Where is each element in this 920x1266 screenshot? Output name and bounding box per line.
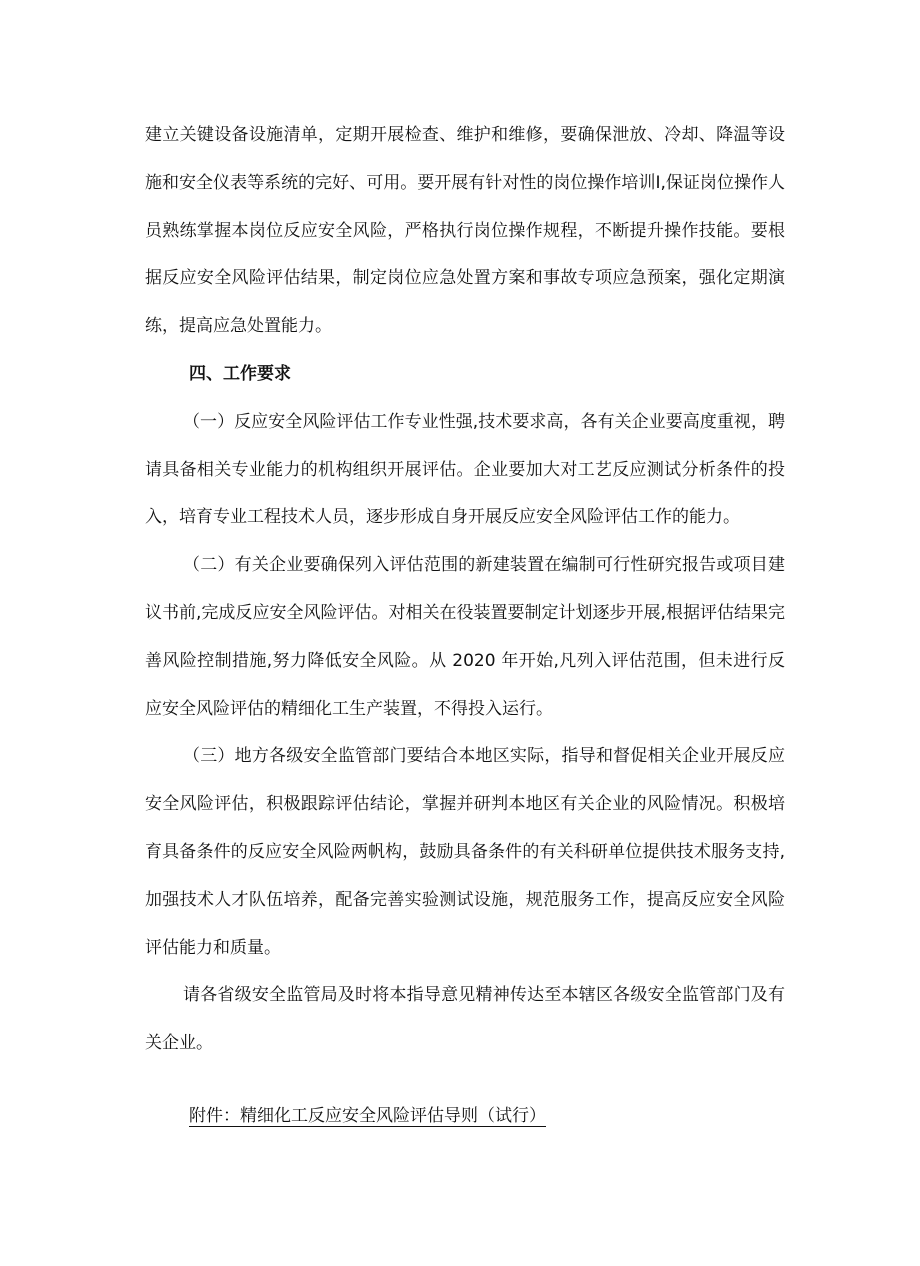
intro-paragraph: 建立关键设备设施清单，定期开展检查、维护和维修，要确保泄放、冷却、降温等设施和安全仪表等系统的完好、可用。要开展有针对性的岗位操作培训I,保证岗位操作人员熟练掌握本岗位反应安全风险，严格执行岗位操作规程，不断提升操作技能。要根据反应安全风险评估结果，制定岗位应急处置方案和事故专项应急预案，强化定期演练，提高应急处置能力。 — [145, 125, 785, 337]
document-body — [145, 112, 785, 1068]
closing-paragraph: 请各省级安全监管局及时将本指导意见精神传达至本辖区各级安全监管部门及有关企业。 — [145, 985, 785, 1054]
section-heading: 四、工作要求 — [189, 363, 291, 384]
attachment-link[interactable]: 附件：精细化工反应安全风险评估导则（试行） — [189, 1106, 546, 1126]
requirement-item-3: （三）地方各级安全监管部门要结合本地区实际，指导和督促相关企业开展反应安全风险评估，积极跟踪评估结论，掌握并研判本地区有关企业的风险情况。积极培育具备条件的反应安全风险两帆构，鼓励具备条件的有关科研单位提供技术服务支持,加强技术人才队伍培养，配备完善实验测试设施，规范服务工作，提高反应安全风险评估能力和质量。 — [145, 746, 785, 958]
requirement-item-1: （一）反应安全风险评估工作专业性强,技术要求高，各有关企业要高度重视，聘请具备相关专业能力的机构组织开展评估。企业要加大对工艺反应测试分析条件的投入，培育专业工程技术人员，逐步形成自身开展反应安全风险评估工作的能力。 — [145, 411, 785, 528]
requirement-item-2: （二）有关企业要确保列入评估范围的新建装置在编制可行性研究报告或项目建议书前,完成反应安全风险评估。对相关在役装置要制定计划逐步开展,根据评估结果完善风险控制措施,努力降低安全风险。从 2020 年开始,凡列入评估范围，但未进行反应安全风险评估的精细化工生产装置，不得投入运行。 — [145, 555, 785, 719]
